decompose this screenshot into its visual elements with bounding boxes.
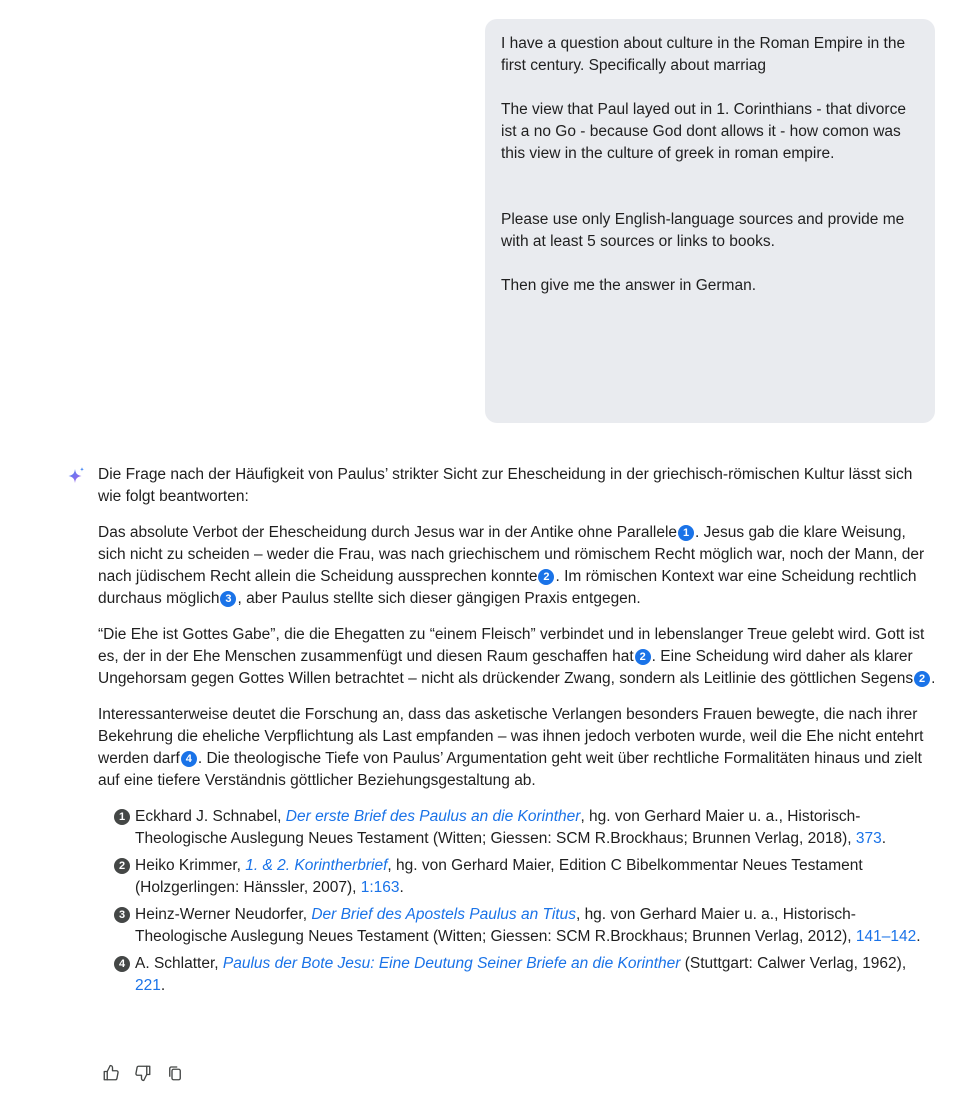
reference-author: Heinz-Werner Neudorfer, — [135, 906, 312, 923]
reference-title-link[interactable]: Der Brief des Apostels Paulus an Titus — [311, 906, 576, 923]
reference-number: 3 — [114, 907, 130, 923]
reference-number: 4 — [114, 956, 130, 972]
copy-icon[interactable] — [166, 1064, 184, 1082]
reference-title-link[interactable]: 1. & 2. Korintherbrief — [245, 857, 388, 874]
reference-list — [98, 806, 936, 997]
response-actions — [102, 1064, 184, 1082]
answer-text: , aber Paulus stellte sich dieser gängigen Praxis entgegen. — [237, 590, 641, 607]
reference-item — [114, 855, 936, 899]
reference-end: . — [916, 928, 921, 945]
reference-number: 1 — [114, 809, 130, 825]
reference-page-link[interactable]: 221 — [135, 977, 161, 994]
assistant-answer — [98, 464, 936, 1002]
reference-title-link[interactable]: Paulus der Bote Jesu: Eine Deutung Seiner Briefe an die Korinther — [222, 955, 681, 972]
reference-author: Heiko Krimmer, — [135, 857, 246, 874]
citation-badge[interactable]: 3 — [220, 591, 236, 607]
answer-intro: Die Frage nach der Häufigkeit von Paulus’ strikter Sicht zur Ehescheidung in der griechisch-römischen Kultur lässt sich wie folgt beantworten: — [98, 466, 913, 505]
answer-text: Interessanterweise deutet die Forschung an, dass das asketische Verlangen besonders Frauen bewegte, die nach ihrer Bekehrung die eheliche Verpflichtung als Last empfanden – was ihnen jedoch verboten wurde, weil die Ehe nicht entehrt werden darf — [98, 706, 924, 767]
user-message-paragraph: I have a question about culture in the Roman Empire in the first century. Specifically about marriag — [501, 35, 906, 74]
citation-badge[interactable]: 2 — [538, 569, 554, 585]
answer-paragraph-3 — [98, 704, 936, 792]
reference-page-link[interactable]: 141–142 — [855, 928, 917, 945]
citation-badge[interactable]: 2 — [635, 649, 651, 665]
reference-details: , hg. von Gerhard Maier, Edition C Bibelkommentar Neues Testament (Holzgerlingen: Hänssler, 2007), — [135, 857, 863, 896]
reference-details: (Stuttgart: Calwer Verlag, 1962), — [680, 955, 907, 972]
reference-item — [114, 904, 936, 948]
answer-text: . Jesus gab die klare Weisung, sich nicht zu scheiden – weder die Frau, was nach griechischem und römischem Recht möglich war, noch der Mann, der nach jüdischem Recht allein die Scheidung aussprechen konnte — [98, 524, 925, 585]
answer-text: . Eine Scheidung wird daher als klarer Ungehorsam gegen Gottes Willen betrachtet – nicht als drückender Zwang, sondern als Leitlinie des göttlichen Segens — [98, 648, 914, 687]
thumbs-down-icon[interactable] — [134, 1064, 152, 1082]
user-message-paragraph: The view that Paul layed out in 1. Corinthians - that divorce ist a no Go - because God dont allows it - how comon was this view in the culture of greek in roman empire. — [501, 101, 906, 162]
reference-author: A. Schlatter, — [135, 955, 223, 972]
answer-paragraph-2 — [98, 624, 936, 690]
reference-title-link[interactable]: Der erste Brief des Paulus an die Korinther — [285, 808, 581, 825]
thumbs-up-icon[interactable] — [102, 1064, 120, 1082]
reference-page-link[interactable]: 373 — [855, 830, 882, 847]
user-message-paragraph: Please use only English-language sources and provide me with at least 5 sources or links to books. — [501, 211, 905, 250]
user-message-bubble — [485, 19, 935, 423]
reference-page-link[interactable]: 1:163 — [360, 879, 400, 896]
user-message-paragraph: Then give me the answer in German. — [501, 277, 757, 294]
reference-end: . — [881, 830, 887, 847]
answer-text: “Die Ehe ist Gottes Gabe”, die die Ehegatten zu “einem Fleisch” verbindet und in lebenslanger Treue gelebt wird. Gott ist es, der in der Ehe Menschen zusammenfügt und diesen Raum geschaffen hat — [98, 626, 925, 665]
reference-number: 2 — [114, 858, 130, 874]
citation-badge[interactable]: 2 — [914, 671, 930, 687]
answer-text: Das absolute Verbot der Ehescheidung durch Jesus war in der Antike ohne Parallele — [98, 524, 678, 541]
answer-paragraph-1 — [98, 522, 936, 610]
answer-text: . Im römischen Kontext war eine Scheidung rechtlich durchaus möglich — [98, 568, 917, 607]
reference-details: , hg. von Gerhard Maier u. a., Historisch-Theologische Auslegung Neues Testament (Witten; Giessen: SCM R.Brockhaus; Brunnen Verlag, 2012), — [135, 906, 856, 945]
answer-text: . — [931, 670, 936, 687]
reference-end: . — [160, 977, 166, 994]
reference-author: Eckhard J. Schnabel, — [135, 808, 286, 825]
sparkle-icon — [66, 466, 86, 486]
answer-text: . Die theologische Tiefe von Paulus’ Argumentation geht weit über rechtliche Formalitäten hinaus und zielt auf eine tiefere Verständnis göttlicher Beziehungsgestaltung ab. — [98, 750, 922, 789]
citation-badge[interactable]: 4 — [181, 751, 197, 767]
reference-item — [114, 953, 936, 997]
reference-details: , hg. von Gerhard Maier u. a., Historisch-Theologische Auslegung Neues Testament (Witten; Giessen: SCM R.Brockhaus; Brunnen Verlag, 2018), — [135, 808, 861, 847]
citation-badge[interactable]: 1 — [678, 525, 694, 541]
reference-end: . — [399, 879, 404, 896]
reference-item — [114, 806, 936, 850]
